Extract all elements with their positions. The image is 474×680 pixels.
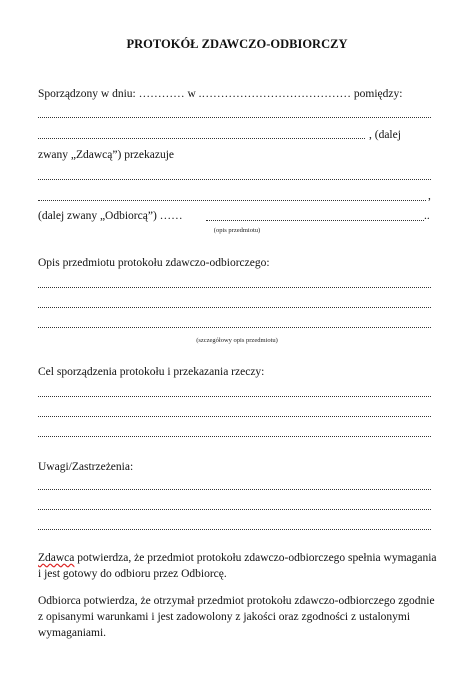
blank-line	[38, 416, 431, 417]
blank-line	[38, 179, 431, 180]
blank-line	[38, 436, 431, 437]
blank-line	[38, 489, 431, 490]
subject-note: (opis przedmiotu)	[213, 227, 261, 234]
blank-line	[38, 509, 431, 510]
giver-statement	[38, 550, 438, 582]
receiver-line: (dalej zwany „Odbiorcą”) ……	[38, 210, 183, 222]
blank-line	[38, 396, 431, 397]
blank-line	[38, 117, 431, 118]
giver-word: Zdawca	[38, 552, 75, 564]
giver-statement-text: potwierdza, że przedmiot protokołu zdawczo-odbiorczego spełnia wymagania i jest gotowy do odbioru przez Odbiorcę.	[38, 552, 437, 580]
giver-line: zwany „Zdawcą”) przekazuje	[38, 149, 174, 161]
blank-line	[38, 307, 431, 308]
document-title: PROTOKÓŁ ZDAWCZO-ODBIORCZY	[126, 37, 348, 51]
comma-text: ,	[428, 190, 431, 202]
blank-line	[38, 200, 426, 201]
blank-line	[38, 287, 431, 288]
blank-line	[38, 327, 431, 328]
purpose-heading: Cel sporządzenia protokołu i przekazania rzeczy:	[38, 366, 265, 378]
detailed-description-note: (szczegółowy opis przedmiotu)	[196, 337, 278, 344]
drafted-on-line: Sporządzony w dniu: ………… w .………………………………… pomiędzy:	[38, 88, 403, 100]
blank-line	[206, 220, 424, 221]
remarks-heading: Uwagi/Zastrzeżenia:	[38, 461, 134, 473]
blank-line	[38, 529, 431, 530]
description-heading: Opis przedmiotu protokołu zdawczo-odbiorczego:	[38, 257, 270, 269]
dalej-text: , (dalej	[369, 129, 401, 141]
blank-line	[38, 138, 365, 139]
receiver-line-end: ..	[424, 210, 430, 222]
receiver-statement: Odbiorca potwierdza, że otrzymał przedmiot protokołu zdawczo-odbiorczego zgodnie z opisanymi warunkami i jest zadowolony z jakości oraz zgodności z ustalonymi wymaganiami.	[38, 595, 435, 639]
